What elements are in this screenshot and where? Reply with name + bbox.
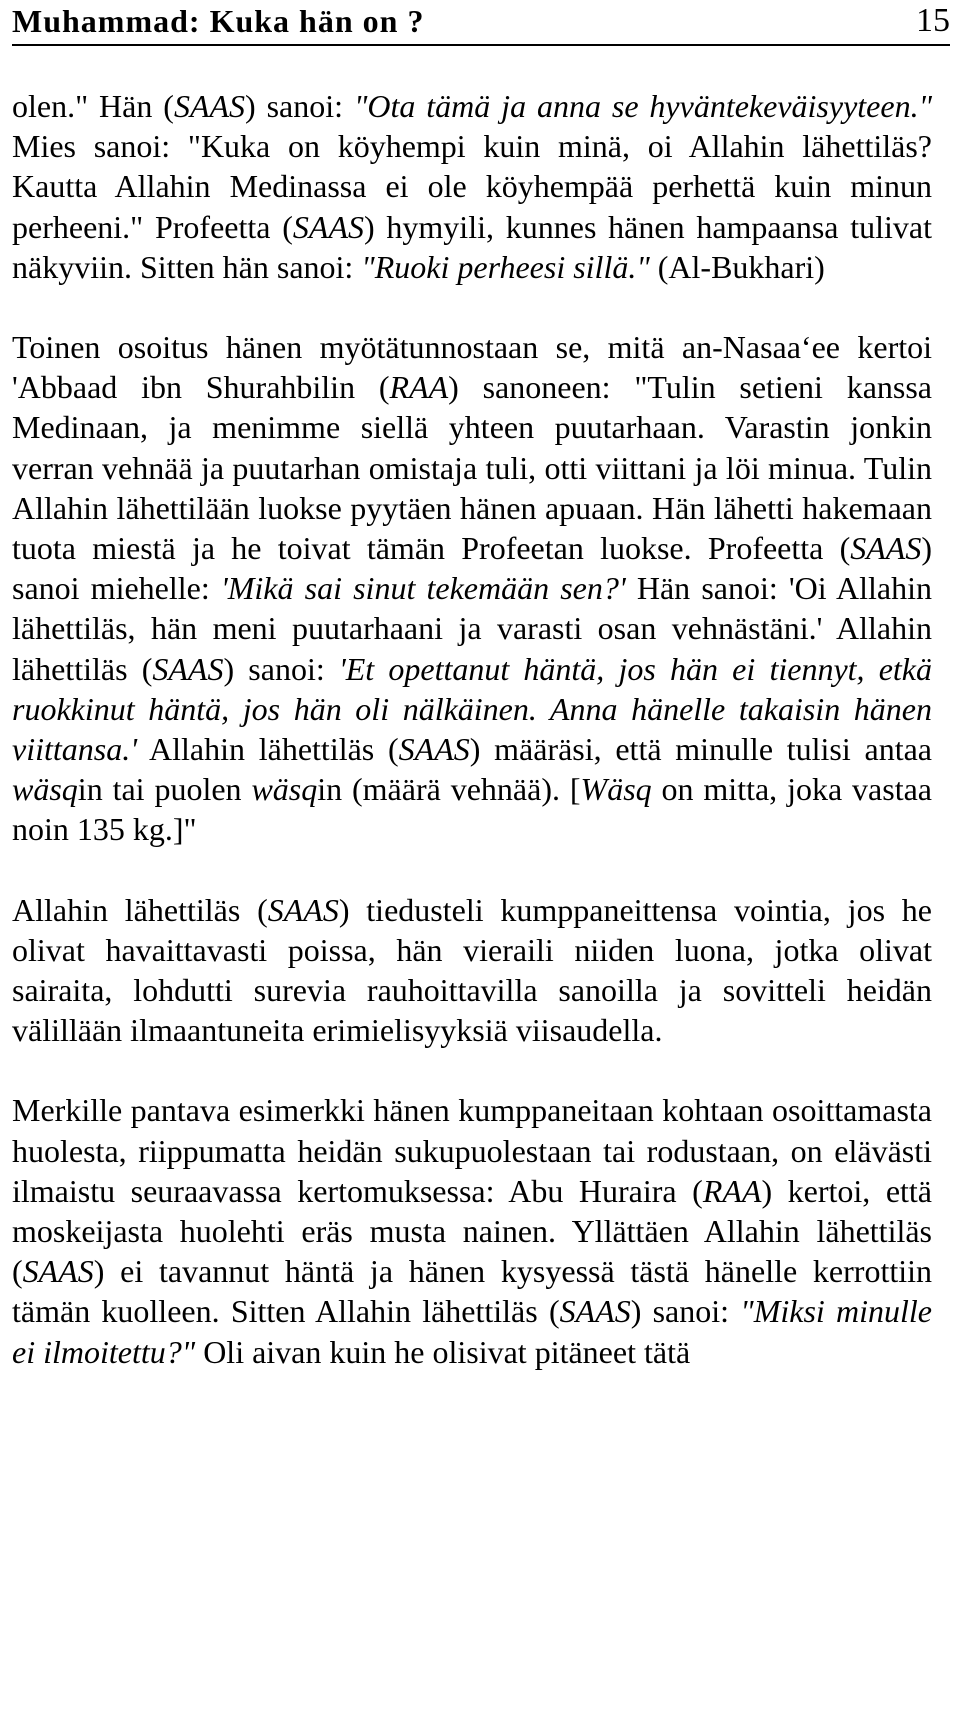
text-run: olen." Hän ( (12, 88, 174, 124)
italic-text-run: SAAS (267, 891, 339, 928)
text-run: Mies sanoi: "Kuka on köyhempi kuin minä, oi Allahin lähettiläs? Kautta Allahin Medinassa ei ole köyhempää perhettä kuin minun perheeni." Profeetta ( (12, 128, 932, 245)
text-run: ) sanoneen: "Tulin setieni kanssa Medinaan, ja menimme siellä yhteen puutarhaan. Varastin jonkin verran vehnää ja puutarhan omistaja tuli, otti viittani ja löi minua. Tulin Allahin lähettilään luokse pyytäen hänen apuaan. Hän lähetti hakemaan tuota miestä ja he toivat tämän Profeetan luokse. Profeetta ( (12, 369, 933, 567)
running-title: Muhammad: Kuka hän on ? (12, 3, 425, 39)
text-run: ) määräsi, että minulle tulisi antaa (469, 731, 933, 768)
italic-text-run: SAAS (292, 208, 364, 245)
italic-text-run: "Ota tämä ja anna se hyväntekeväisyyteen." (353, 88, 933, 124)
text-run: Toinen osoitus hänen myötätunnostaan se, mitä an-Nasaa‘ee kertoi 'Abbaad ibn Shurahbilin ( (12, 329, 932, 406)
text-run: Merkille pantava esimerkki hänen kumppaneitaan kohtaan osoittamasta huolesta, riippumatta heidän sukupuolestaan tai rodustaan, on elävästi ilmaistu seuraavassa kertomuksessa: Abu Huraira ( (12, 1092, 932, 1209)
italic-text-run: 'Et opettanut häntä, jos hän ei tiennyt, etkä ruokkinut häntä, jos hän oli nälkäinen. Anna hänelle takaisin hänen viittansa.' (12, 650, 933, 768)
italic-text-run: RAA (702, 1172, 762, 1209)
text-run: ) sanoi miehelle: (12, 530, 932, 607)
italic-text-run: Wäsq (580, 771, 652, 808)
italic-text-run: SAAS (22, 1253, 94, 1290)
text-run: (Al-Bukhari) (649, 248, 825, 285)
text-run: in tai puolen (77, 771, 252, 808)
text-run: ) ei tavannut häntä ja hänen kysyessä tästä hänelle kerrottiin tämän kuolleen. Sitten Allahin lähettiläs ( (12, 1253, 932, 1330)
text-run: in (määrä vehnää). [ (317, 771, 581, 808)
italic-text-run: SAAS (152, 650, 224, 687)
paragraph (12, 1090, 932, 1371)
body-text (12, 46, 932, 1372)
italic-text-run: SAAS (559, 1293, 631, 1330)
italic-text-run: wäsq (251, 771, 318, 808)
italic-text-run: "Miksi minulle ei ilmoitettu?" (12, 1293, 933, 1370)
text-run: ) sanoi: (223, 650, 339, 687)
paragraph (12, 327, 932, 850)
running-header (12, 0, 950, 46)
text-run: ) tiedusteli kumppaneittensa vointia, jos he olivat havaittavasti poissa, hän vieraili niiden luona, jotka olivat sairaita, lohdutti surevia rauhoittavilla sanoilla ja sovitteli heidän välillään ilmaantuneita erimielisyyksiä viisaudella. (12, 891, 933, 1049)
text-run: Allahin lähettiläs ( (137, 731, 399, 768)
italic-text-run: "Ruoki perheesi sillä." (361, 248, 650, 285)
italic-text-run: SAAS (398, 731, 470, 768)
text-run: ) kertoi, että moskeijasta huolehti eräs musta nainen. Yllättäen Allahin lähettiläs ( (12, 1172, 932, 1290)
italic-text-run: 'Mikä sai sinut tekemään sen?' (220, 570, 626, 607)
text-run: ) sanoi: (630, 1293, 741, 1330)
text-run: Allahin lähettiläs ( (12, 891, 268, 928)
paragraph (12, 890, 932, 1051)
italic-text-run: SAAS (850, 530, 922, 567)
italic-text-run: RAA (389, 369, 449, 406)
italic-text-run: SAAS (173, 88, 246, 124)
text-run: Oli aivan kuin he olisivat pitäneet tätä (195, 1333, 691, 1370)
page-number: 15 (916, 2, 950, 39)
italic-text-run: wäsq (12, 771, 78, 808)
paragraph (12, 86, 932, 287)
text-run: ) hymyili, kunnes hänen hampaansa tulivat näkyviin. Sitten hän sanoi: (12, 208, 933, 285)
text-run: ) sanoi: (245, 88, 354, 124)
text-run: Hän sanoi: 'Oi Allahin lähettiläs, hän meni puutarhaani ja varasti osan vehnästäni.' Allahin lähettiläs ( (12, 570, 933, 687)
text-run: on mitta, joka vastaa noin 135 kg.]" (12, 771, 933, 848)
